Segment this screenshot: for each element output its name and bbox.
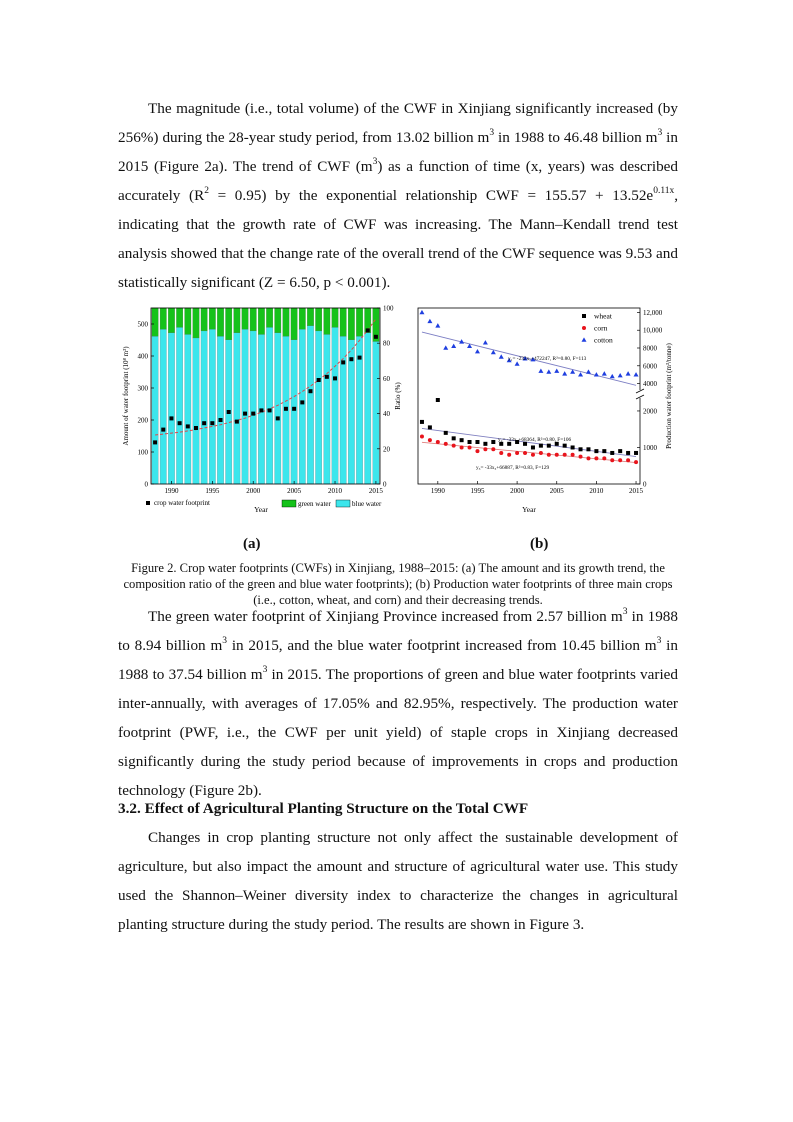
para1-text: The magnitude (i.e., total volume) of the CWF in Xinjiang significantly increased (by 256%) during the 28-year study period, from 13.02 billion m	[118, 100, 678, 146]
para1-text: in 1988 to 46.48 billion m	[494, 129, 658, 146]
point-wheat	[475, 440, 479, 444]
y-tick-label: 10,000	[643, 326, 663, 335]
green-water-bar	[176, 308, 182, 327]
green-water-bar	[324, 308, 330, 334]
point-corn	[523, 451, 527, 455]
y-tick-label: 500	[137, 320, 148, 329]
green-water-bar	[185, 308, 191, 334]
point-corn	[618, 458, 622, 462]
legend-marker-wheat	[582, 314, 586, 318]
cwf-point	[219, 418, 223, 422]
point-wheat	[436, 398, 440, 402]
point-corn	[594, 456, 598, 460]
point-corn	[499, 451, 503, 455]
green-water-bar	[299, 308, 305, 329]
cwf-point	[227, 410, 231, 414]
cwf-point	[153, 440, 157, 444]
point-wheat	[483, 442, 487, 446]
point-corn	[491, 447, 495, 451]
green-water-bar	[315, 308, 321, 331]
para2-text: in 1988 to 8.94 billion m	[118, 608, 678, 654]
point-wheat	[594, 449, 598, 453]
blue-water-bar	[291, 340, 297, 484]
para2-text: in 2015. The proportions of green and blue water footprints varied inter-annually, with averages of 17.05% and 82.95%, respectively. The production water footprint (PWF, i.e., the CWF per unit yield) of staple crops in Xinjiang decreased significantly during the study period because of improvements in crops and production technology (Figure 2b).	[118, 666, 678, 799]
y-tick-label: 0	[643, 480, 647, 489]
point-corn	[531, 453, 535, 457]
legend-marker-corn	[582, 326, 586, 330]
legend-cwf-label: crop water footprint	[154, 499, 210, 507]
x-tick-label: 2015	[629, 487, 644, 495]
point-cotton	[634, 372, 639, 376]
green-water-bar	[266, 308, 272, 327]
y2-tick-label: 20	[383, 445, 390, 454]
point-corn	[483, 447, 487, 451]
blue-water-bar	[168, 333, 174, 484]
blue-water-bar	[307, 326, 313, 484]
cwf-point	[243, 412, 247, 416]
point-wheat	[602, 449, 606, 453]
x-tick-label: 2000	[510, 487, 525, 495]
point-corn	[444, 442, 448, 446]
x-tick-label: 1990	[430, 487, 445, 495]
cwf-point	[276, 416, 280, 420]
point-cotton	[483, 340, 488, 344]
point-cotton	[538, 369, 543, 373]
superscript: 3	[656, 635, 662, 646]
cwf-point	[308, 389, 312, 393]
green-water-bar	[242, 308, 248, 329]
superscript: 3	[262, 664, 268, 675]
cwf-point	[178, 421, 182, 425]
para1-text: = 0.95) by the exponential relationship CWF = 155.57 + 13.52e	[208, 187, 654, 204]
fit-label-wheat: y₂= -33x₂+68364, R²=0.80, F=106	[498, 437, 572, 443]
para2-text: The green water footprint of Xinjiang Province increased from 2.57 billion m	[148, 608, 623, 625]
point-corn	[468, 445, 472, 449]
point-cotton	[586, 369, 591, 373]
green-water-bar	[283, 308, 289, 336]
blue-water-bar	[176, 327, 182, 484]
legend-marker-cotton	[582, 337, 587, 341]
blue-water-bar	[209, 329, 215, 484]
point-corn	[555, 453, 559, 457]
legend-label-wheat: wheat	[594, 311, 612, 321]
point-corn	[507, 453, 511, 457]
para1-text: ) as a function of time (x, years) was described accurately (R	[118, 158, 678, 204]
point-corn	[634, 460, 638, 464]
y-tick-label: 2000	[643, 407, 657, 416]
cwf-point	[186, 424, 190, 428]
point-wheat	[563, 444, 567, 448]
point-cotton	[435, 323, 440, 327]
blue-water-bar	[201, 331, 207, 484]
figure-label-a: (a)	[243, 536, 261, 552]
cwf-point	[161, 428, 165, 432]
point-corn	[626, 458, 630, 462]
cwf-point	[202, 421, 206, 425]
point-cotton	[578, 372, 583, 376]
point-cotton	[554, 369, 559, 373]
legend-label-cotton: cotton	[594, 335, 613, 345]
point-cotton	[546, 369, 551, 373]
paragraph-green-blue	[118, 602, 678, 805]
y2-axis-label: Ratio (%)	[394, 382, 402, 410]
blue-water-bar	[348, 340, 354, 484]
cwf-point	[366, 328, 370, 332]
point-corn	[428, 438, 432, 442]
y2-tick-label: 0	[383, 480, 387, 489]
green-water-bar	[275, 308, 281, 333]
point-corn	[452, 444, 456, 448]
y-tick-label: 400	[137, 352, 148, 361]
point-wheat	[420, 420, 424, 424]
cwf-point	[210, 421, 214, 425]
figure-label-b: (b)	[530, 536, 549, 552]
y-tick-label: 8000	[643, 344, 657, 353]
green-water-bar	[217, 308, 223, 336]
point-corn	[436, 440, 440, 444]
x-tick-label: 1995	[470, 487, 485, 495]
legend-green-swatch	[282, 500, 296, 507]
y-tick-label: 300	[137, 384, 148, 393]
y-axis-label: Production water footprint (m³/tonne)	[665, 343, 673, 449]
y2-tick-label: 40	[383, 410, 390, 419]
point-corn	[475, 449, 479, 453]
blue-water-bar	[242, 329, 248, 484]
x-tick-label: 2000	[246, 487, 261, 495]
cwf-point	[325, 375, 329, 379]
cwf-point	[251, 412, 255, 416]
legend-cwf-marker	[146, 501, 150, 505]
cwf-point	[341, 360, 345, 364]
superscript: 3	[372, 156, 378, 167]
x-tick-label: 1995	[205, 487, 220, 495]
point-corn	[602, 456, 606, 460]
figure-2	[118, 300, 678, 520]
cwf-point	[169, 416, 173, 420]
point-wheat	[539, 444, 543, 448]
blue-water-bar	[217, 336, 223, 484]
blue-water-bar	[185, 334, 191, 484]
cwf-point	[358, 356, 362, 360]
green-water-bar	[201, 308, 207, 331]
y-axis-label: Amount of water footprint (10⁸ m³)	[122, 346, 130, 446]
y-tick-label: 12,000	[643, 308, 663, 317]
green-water-bar	[209, 308, 215, 329]
cwf-point	[284, 407, 288, 411]
superscript: 3	[657, 127, 663, 138]
point-wheat	[586, 447, 590, 451]
point-cotton	[451, 344, 456, 348]
chart-a	[118, 300, 408, 520]
cwf-point	[300, 400, 304, 404]
point-cotton	[618, 373, 623, 377]
y-tick-label: 100	[137, 448, 148, 457]
point-wheat	[460, 438, 464, 442]
y-tick-label: 4000	[643, 380, 657, 389]
point-corn	[563, 453, 567, 457]
point-corn	[610, 458, 614, 462]
plot-frame	[418, 308, 640, 484]
x-tick-label: 2015	[368, 487, 383, 495]
y2-tick-label: 100	[383, 304, 394, 313]
blue-water-bar	[250, 331, 256, 484]
cwf-point	[374, 335, 378, 339]
y2-tick-label: 80	[383, 339, 390, 348]
point-wheat	[547, 444, 551, 448]
fit-label-corn: y₃= -33x₃+66887, R²=0.83, F=129	[476, 465, 550, 471]
green-water-bar	[193, 308, 199, 338]
point-cotton	[562, 371, 567, 375]
green-water-bar	[332, 308, 338, 327]
point-wheat	[610, 451, 614, 455]
para2-text: in 1988 to 37.54 billion m	[118, 637, 678, 683]
x-axis-label: Year	[522, 505, 536, 514]
green-water-bar	[226, 308, 232, 340]
cwf-point	[349, 357, 353, 361]
y-tick-label: 6000	[643, 362, 657, 371]
blue-water-bar	[275, 333, 281, 484]
para1-text: , indicating that the growth rate of CWF was increasing. The Mann–Kendall trend test analysis showed that the change rate of the overall trend of the CWF sequence was 9.53 and statistically significant (Z = 6.50, p < 0.001).	[118, 187, 679, 291]
point-wheat	[579, 447, 583, 451]
green-water-bar	[307, 308, 313, 326]
x-tick-label: 1990	[164, 487, 179, 495]
paragraph-planting-structure	[118, 823, 678, 939]
point-corn	[586, 456, 590, 460]
legend-green-label: green water	[298, 500, 331, 508]
green-water-bar	[258, 308, 264, 334]
paragraph-cwf-magnitude	[118, 94, 678, 297]
point-cotton	[475, 349, 480, 353]
y-tick-label: 200	[137, 416, 148, 425]
point-cotton	[427, 319, 432, 323]
figure-caption: Figure 2. Crop water footprints (CWFs) in Xinjiang, 1988–2015: (a) The amount and its growth trend, the composition ratio of the green and blue water footprints); (b) Production water footprints of three main crops (i.e., cotton, wheat, and corn) and their decreasing trends.	[123, 561, 673, 607]
blue-water-bar	[315, 331, 321, 484]
fit-label-cotton: y₁= -232x₁+472247, R²=0.80, F=113	[508, 356, 587, 362]
point-wheat	[618, 449, 622, 453]
point-wheat	[491, 440, 495, 444]
blue-water-bar	[324, 334, 330, 484]
y2-tick-label: 60	[383, 374, 390, 383]
point-corn	[579, 455, 583, 459]
legend-label-corn: corn	[594, 323, 608, 333]
point-wheat	[428, 425, 432, 429]
green-water-bar	[160, 308, 166, 329]
green-water-bar	[250, 308, 256, 331]
point-wheat	[444, 431, 448, 435]
green-water-bar	[356, 308, 362, 336]
blue-water-bar	[266, 327, 272, 484]
chart-b	[408, 300, 678, 520]
x-tick-label: 2005	[287, 487, 302, 495]
green-water-bar	[168, 308, 174, 333]
point-wheat	[626, 451, 630, 455]
x-axis-label: Year	[254, 505, 268, 514]
superscript: 3	[222, 635, 228, 646]
para2-text: in 2015, and the blue water footprint increased from 10.45 billion m	[227, 637, 657, 654]
cwf-point	[317, 378, 321, 382]
blue-water-bar	[365, 333, 371, 484]
legend-blue-swatch	[336, 500, 350, 507]
legend-blue-label: blue water	[352, 500, 382, 508]
blue-water-bar	[299, 329, 305, 484]
point-wheat	[468, 440, 472, 444]
green-water-bar	[348, 308, 354, 340]
point-cotton	[515, 361, 520, 365]
blue-water-bar	[373, 341, 379, 484]
point-cotton	[443, 345, 448, 349]
blue-water-bar	[160, 329, 166, 484]
superscript: 3	[489, 127, 495, 138]
point-corn	[460, 445, 464, 449]
point-wheat	[634, 451, 638, 455]
x-tick-label: 2010	[589, 487, 604, 495]
point-cotton	[499, 354, 504, 358]
blue-water-bar	[193, 338, 199, 484]
exponent: 0.11x	[653, 185, 675, 196]
para3-text: Changes in crop planting structure not only affect the sustainable development of agriculture, but also impact the amount and structure of agricultural water use. This study used the Shannon–Weiner diversity index to characterize the changes in agricultural planting structure during the study period. The results are shown in Figure 3.	[118, 829, 678, 933]
x-tick-label: 2010	[328, 487, 343, 495]
superscript: 3	[622, 606, 628, 617]
point-corn	[539, 451, 543, 455]
point-cotton	[626, 371, 631, 375]
point-wheat	[571, 445, 575, 449]
cwf-point	[259, 408, 263, 412]
point-corn	[571, 453, 575, 457]
point-corn	[420, 435, 424, 439]
point-corn	[515, 451, 519, 455]
section-heading: 3.2. Effect of Agricultural Planting Structure on the Total CWF	[118, 800, 529, 817]
point-wheat	[531, 445, 535, 449]
point-wheat	[452, 436, 456, 440]
superscript: 2	[204, 185, 209, 196]
green-water-bar	[234, 308, 240, 333]
point-cotton	[610, 374, 615, 378]
cwf-point	[333, 376, 337, 380]
point-cotton	[419, 310, 424, 314]
blue-water-bar	[234, 333, 240, 484]
point-corn	[547, 453, 551, 457]
cwf-point	[292, 407, 296, 411]
green-water-bar	[291, 308, 297, 340]
green-water-bar	[152, 308, 158, 336]
cwf-point	[194, 426, 198, 430]
y-tick-label: 0	[144, 480, 148, 489]
cwf-point	[268, 408, 272, 412]
blue-water-bar	[332, 327, 338, 484]
blue-water-bar	[152, 336, 158, 484]
point-cotton	[594, 372, 599, 376]
point-cotton	[602, 371, 607, 375]
para1-text: in 2015 (Figure 2a). The trend of CWF (m	[118, 129, 678, 175]
green-water-bar	[340, 308, 346, 336]
cwf-point	[235, 420, 239, 424]
y-tick-label: 1000	[643, 443, 657, 452]
x-tick-label: 2005	[549, 487, 564, 495]
